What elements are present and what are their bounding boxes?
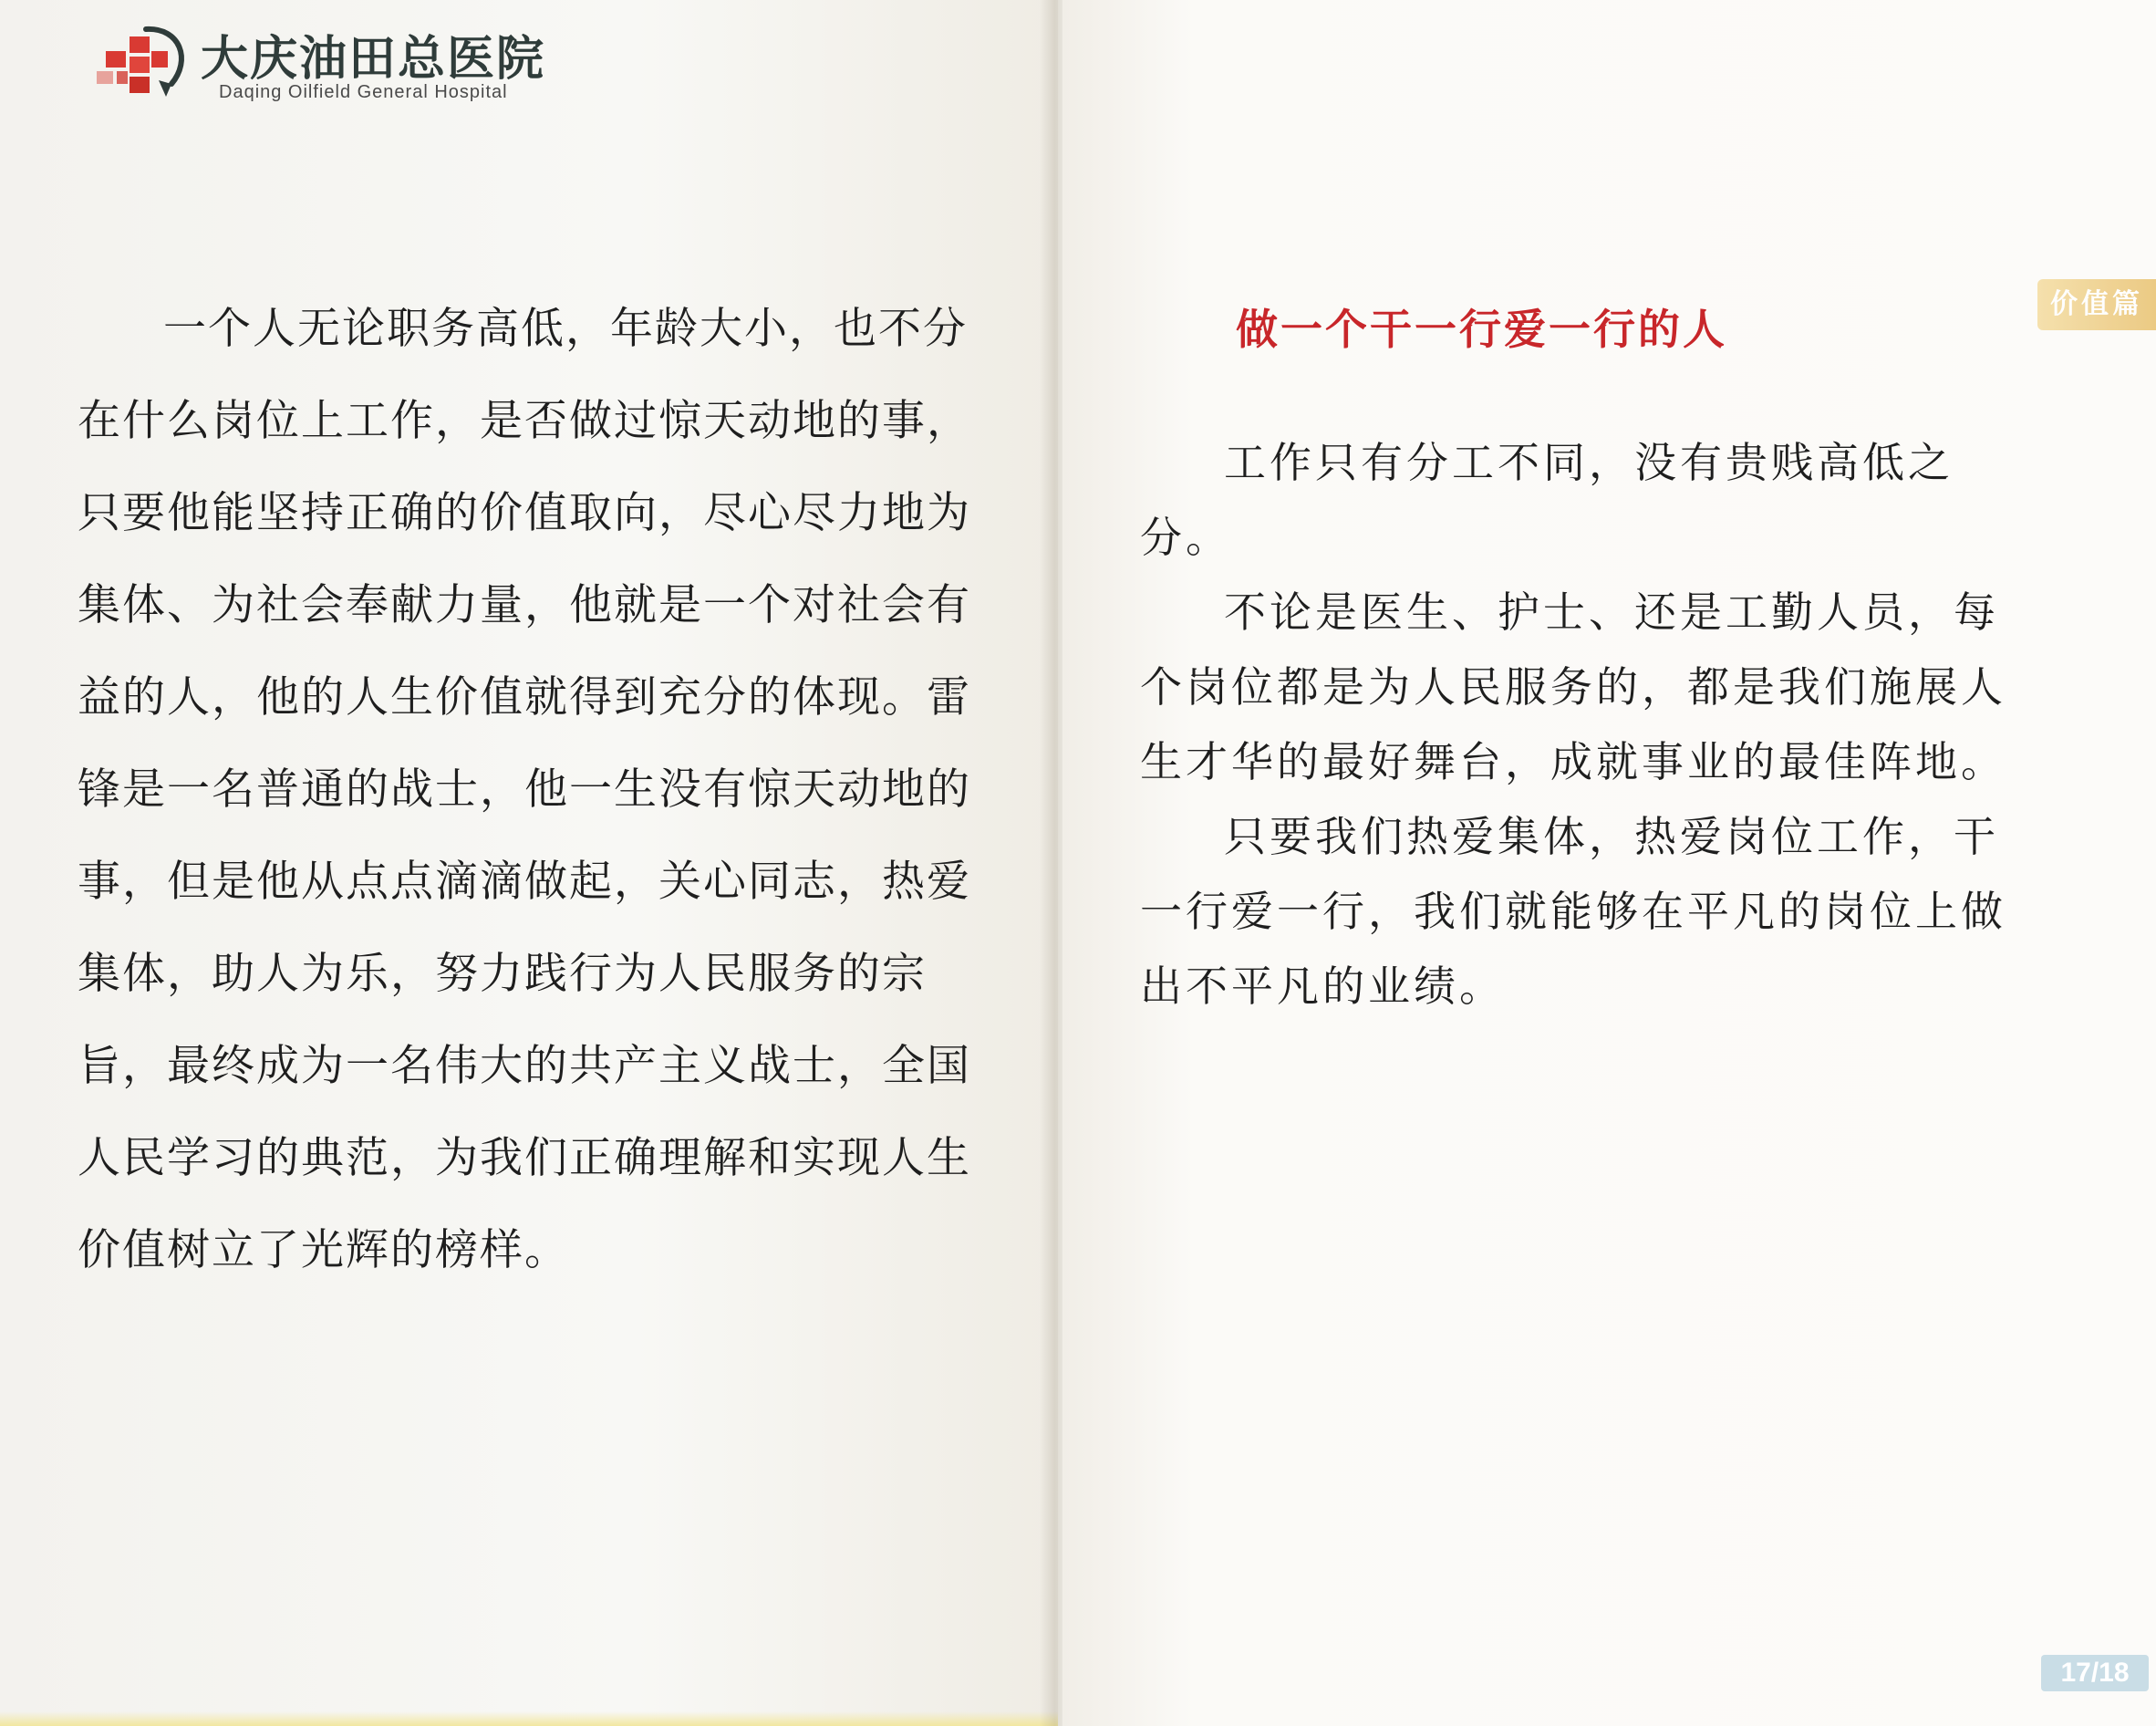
page-bottom-edge <box>0 1711 1058 1726</box>
right-body-text <box>1140 425 2020 1024</box>
hospital-cross-logo-icon <box>93 24 192 106</box>
right-paragraph-2: 不论是医生、护士、还是工勤人员，每个岗位都是为人民服务的，都是我们施展人生才华的最好舞台，成就事业的最佳阵地。 <box>1140 587 2006 786</box>
right-paragraph-1: 工作只有分工不同，没有贵贱高低之分。 <box>1140 438 1954 562</box>
right-paragraph-3: 只要我们热爱集体，热爱岗位工作，干一行爱一行，我们就能够在平凡的岗位上做出不平凡的业绩。 <box>1140 812 2006 1011</box>
left-paragraph: 一个人无论职务高低，年龄大小，也不分在什么岗位上工作，是否做过惊天动地的事，只要他能坚持正确的价值取向，尽心尽力地为集体、为社会奉献力量，他就是一个对社会有益的人，他的人生价值就得到充分的体现。雷锋是一名普通的战士，他一生没有惊天动地的事，但是他从点点滴滴做起，关心同志，热爱集体，助人为乐，努力践行为人民服务的宗旨，最终成为一名伟大的共产主义战士，全国人民学习的典范，为我们正确理解和实现人生价值树立了光辉的榜样。 <box>78 304 971 1275</box>
left-page <box>0 0 1058 1726</box>
section-title: 做一个干一行爱一行的人 <box>1236 305 1727 354</box>
section-side-tab[interactable]: 价值篇 <box>2037 279 2156 330</box>
page-number-badge: 17/18 <box>2041 1655 2149 1691</box>
left-body-text <box>78 283 971 1296</box>
logo-chinese-name: 大庆油田总医院 <box>201 32 546 87</box>
hospital-logo <box>93 20 567 111</box>
logo-english-name: Daqing Oilfield General Hospital <box>219 82 508 102</box>
